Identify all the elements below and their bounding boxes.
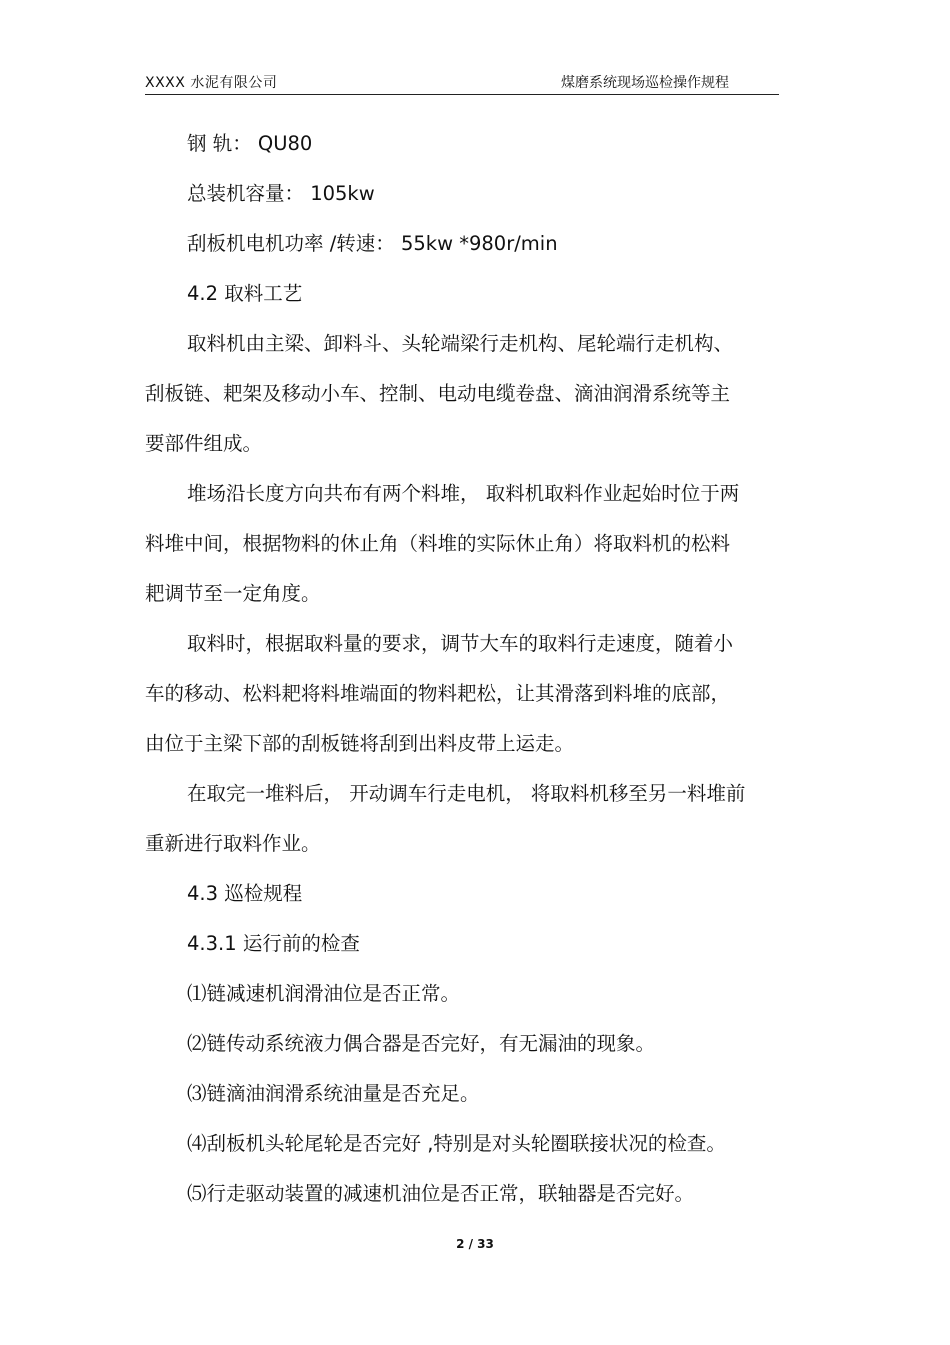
section-heading-4-3: 4.3 巡检规程 — [187, 882, 303, 905]
spec-total-power: 总装机容量： 105kw — [187, 182, 375, 205]
checklist-item: ⑶链滴油润滑系统油量是否充足。 — [187, 1082, 480, 1105]
paragraph-line: 由位于主梁下部的刮板链将刮到出料皮带上运走。 — [145, 732, 575, 755]
page-header — [145, 66, 779, 95]
checklist-item: ⑸行走驱动装置的减速机油位是否正常，联轴器是否完好。 — [187, 1182, 695, 1205]
paragraph-line: 料堆中间，根据物料的休止角（料堆的实际休止角）将取料机的松料 — [145, 532, 731, 555]
paragraph-line: 在取完一堆料后， 开动调车行走电机， 将取料机移至另一料堆前 — [187, 782, 746, 805]
section-heading-4-2: 4.2 取料工艺 — [187, 282, 303, 305]
checklist-item: ⑵链传动系统液力偶合器是否完好，有无漏油的现象。 — [187, 1032, 656, 1055]
header-doc-title: 煤磨系统现场巡检操作规程 — [561, 75, 729, 91]
spec-rail: 钢 轨： QU80 — [187, 132, 313, 155]
checklist-item: ⑴链减速机润滑油位是否正常。 — [187, 982, 461, 1005]
paragraph-line: 取料时，根据取料量的要求，调节大车的取料行走速度，随着小 — [187, 632, 734, 655]
paragraph-line: 重新进行取料作业。 — [145, 832, 321, 855]
paragraph-line: 堆场沿长度方向共布有两个料堆， 取料机取料作业起始时位于两 — [187, 482, 740, 505]
paragraph-line: 刮板链、耙架及移动小车、控制、电动电缆卷盘、滴油润滑系统等主 — [145, 382, 731, 405]
section-heading-4-3-1: 4.3.1 运行前的检查 — [187, 932, 360, 955]
paragraph-line: 取料机由主梁、卸料斗、头轮端梁行走机构、尾轮端行走机构、 — [187, 332, 734, 355]
header-company: XXXX 水泥有限公司 — [145, 75, 278, 91]
checklist-item: ⑷刮板机头轮尾轮是否完好 ,特别是对头轮圈联接状况的检查。 — [187, 1132, 726, 1155]
paragraph-line: 车的移动、松料耙将料堆端面的物料耙松，让其滑落到料堆的底部， — [145, 682, 731, 705]
page-number: 2 / 33 — [456, 1237, 494, 1251]
spec-scraper-motor: 刮板机电机功率 /转速： 55kw *980r/min — [187, 232, 558, 255]
paragraph-line: 要部件组成。 — [145, 432, 263, 455]
paragraph-line: 耙调节至一定角度。 — [145, 582, 321, 605]
